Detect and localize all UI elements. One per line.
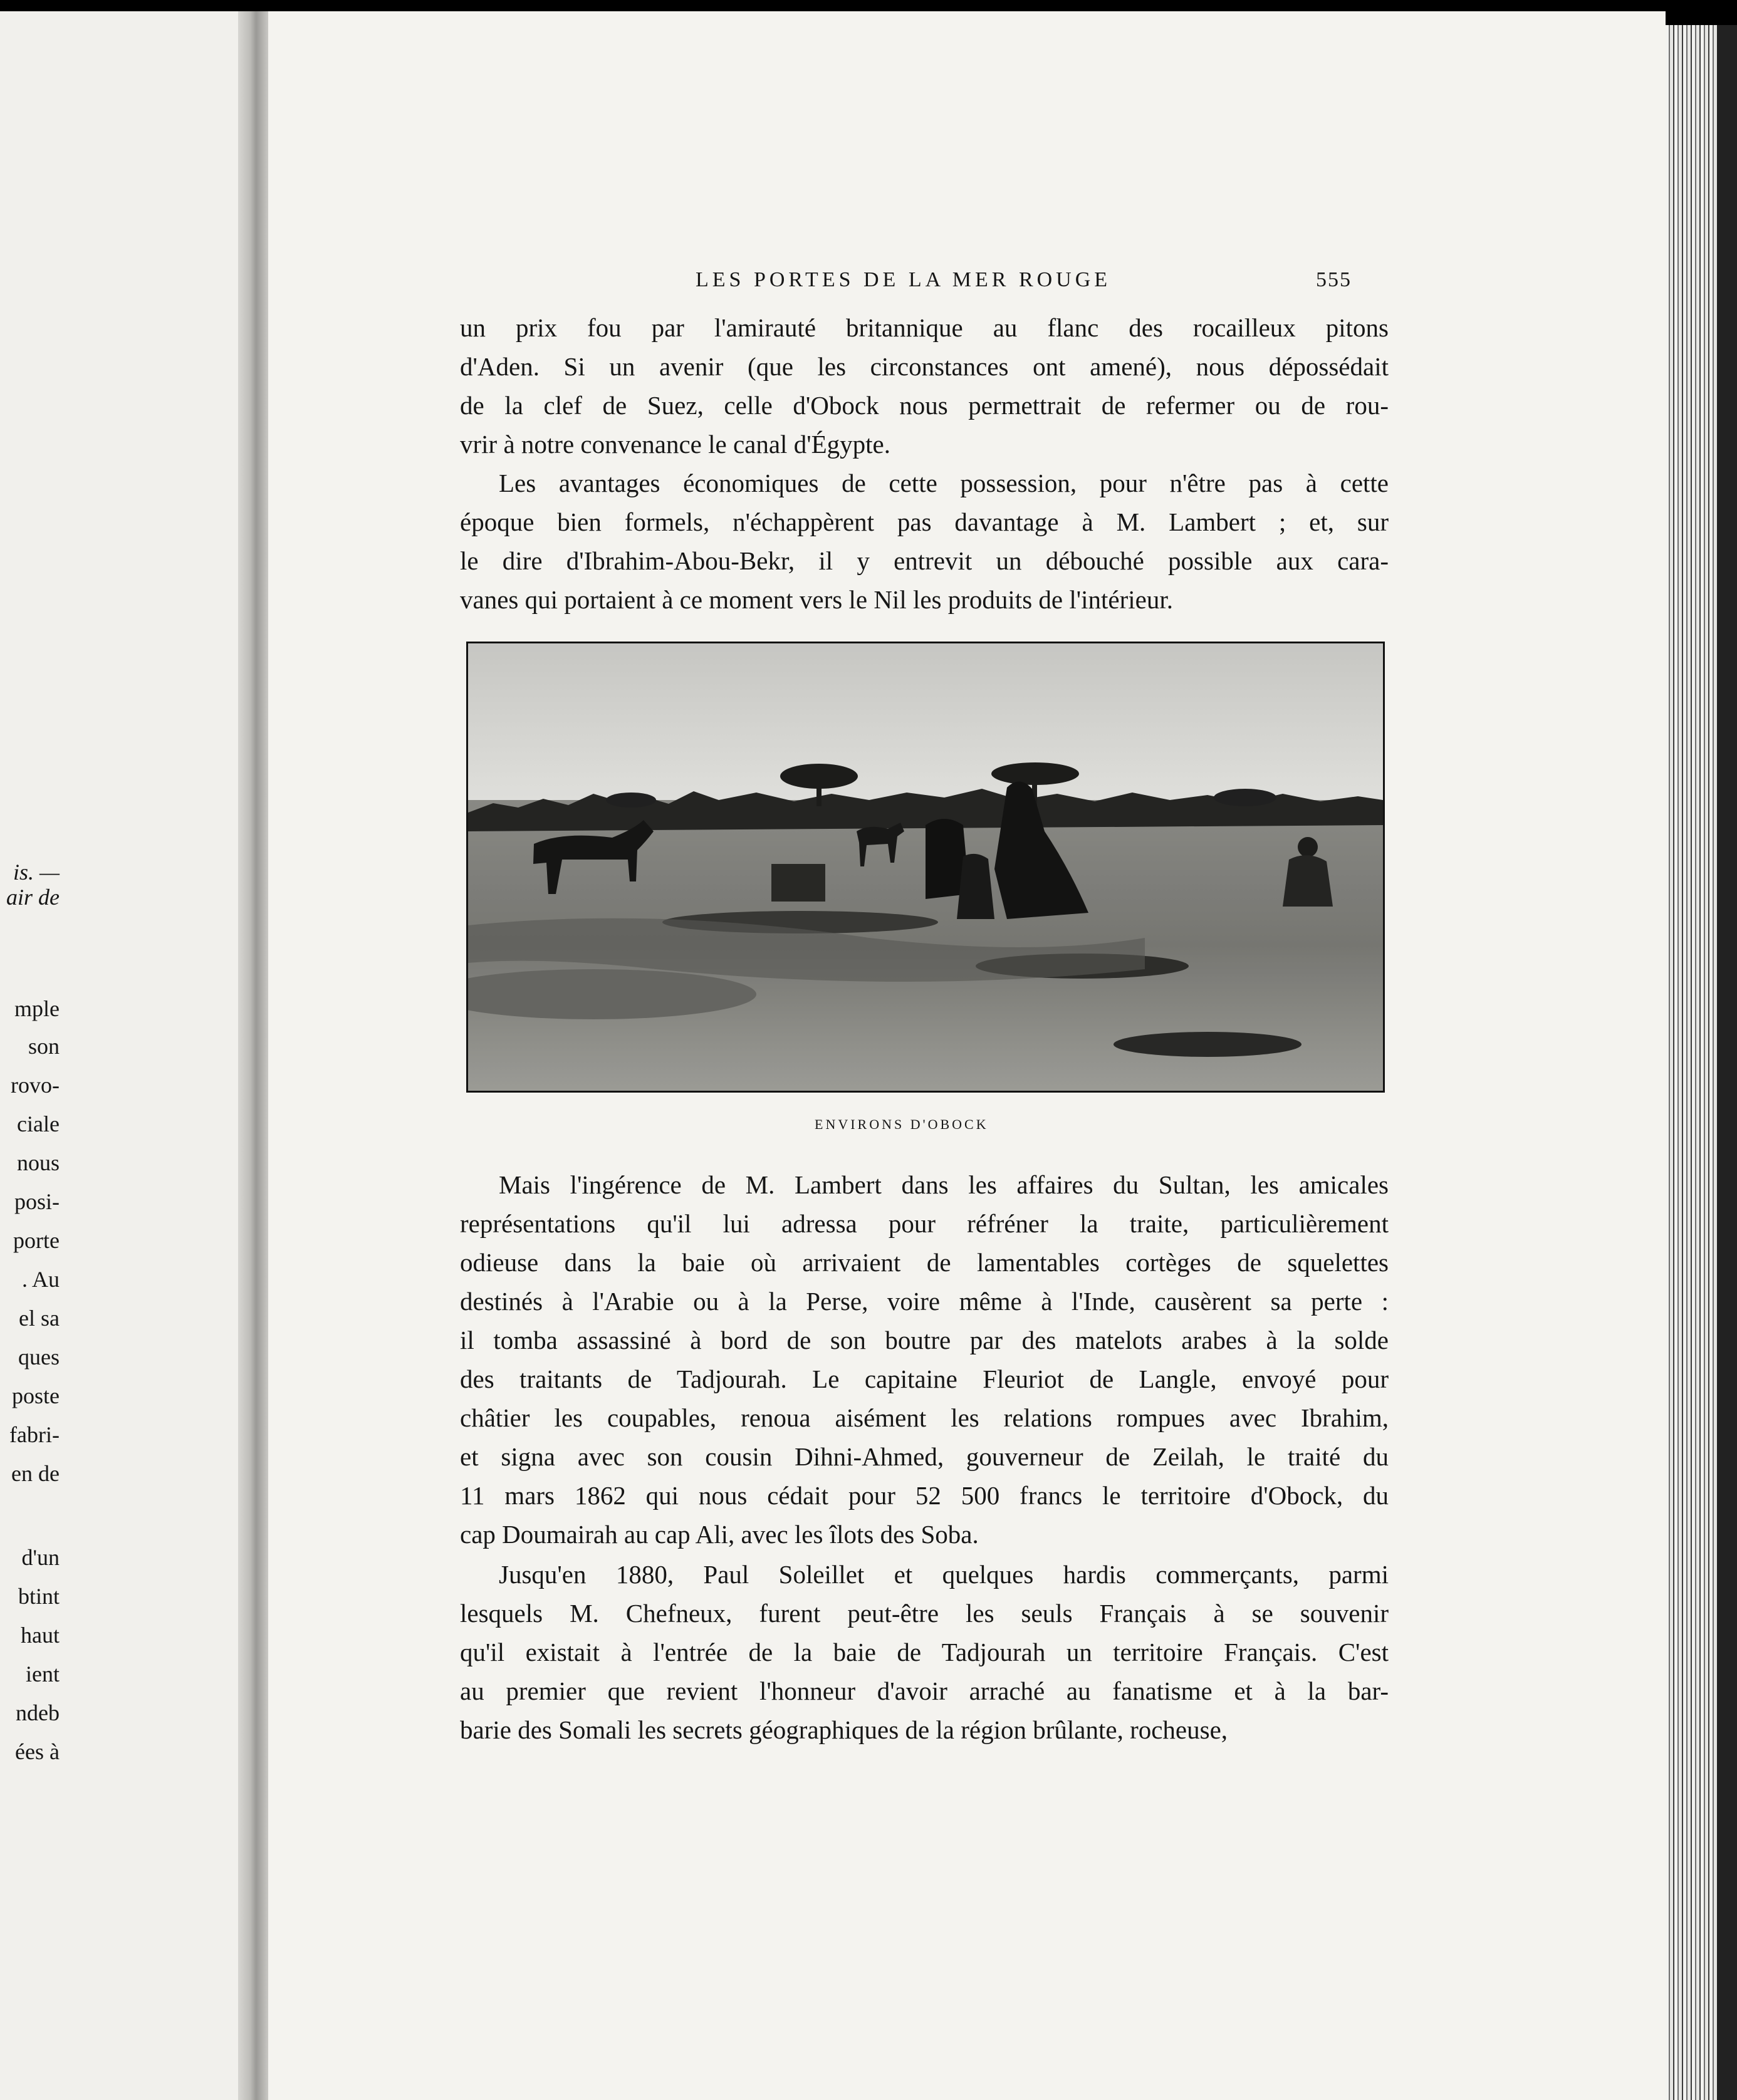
photo-environs-obock xyxy=(468,643,1383,1091)
text-line: représentations qu'il lui adressa pour réfréner la traite, particulièrement xyxy=(460,1209,1389,1238)
page-number: 555 xyxy=(1316,268,1352,291)
text-line: au premier que revient l'honneur d'avoir arraché au fanatisme et à la bar- xyxy=(460,1676,1389,1705)
page-edges-shadow xyxy=(1717,25,1737,2100)
left-page-fragment: ient xyxy=(26,1661,60,1687)
text-line: lesquels M. Chefneux, furent peut-être les seuls Français à se souvenir xyxy=(460,1599,1389,1628)
text-line: Les avantages économiques de cette possession, pour n'être pas à cette xyxy=(499,469,1389,497)
figure-caption: ENVIRONS D'OBOCK xyxy=(815,1116,989,1132)
left-page-fragment: en de xyxy=(11,1461,60,1486)
text-line: des traitants de Tadjourah. Le capitaine Fleuriot de Langle, envoyé pour xyxy=(460,1364,1389,1393)
paragraph-2 xyxy=(460,464,1389,619)
left-page-fragment: ées à xyxy=(15,1739,60,1764)
text-line: Mais l'ingérence de M. Lambert dans les affaires du Sultan, les amicales xyxy=(499,1170,1389,1199)
left-page xyxy=(0,11,248,2100)
running-head: LES PORTES DE LA MER ROUGE xyxy=(696,268,1112,291)
text-line: qu'il existait à l'entrée de la baie de Tadjourah un territoire Français. C'est xyxy=(460,1638,1389,1666)
text-line: odieuse dans la baie où arrivaient de lamentables cortèges de squelettes xyxy=(460,1248,1389,1277)
left-page-fragment: mple xyxy=(14,996,60,1021)
left-page-fragment: nous xyxy=(16,1150,60,1175)
text-line: 11 mars 1862 qui nous cédait pour 52 500 francs le territoire d'Obock, du xyxy=(460,1481,1389,1510)
left-page-fragment: fabri- xyxy=(9,1422,60,1447)
text-line: cap Doumairah au cap Ali, avec les îlots des Soba. xyxy=(460,1520,979,1549)
left-page-fragment: air de xyxy=(6,885,60,910)
left-page-fragment: porte xyxy=(13,1228,60,1253)
left-page-fragment: ndeb xyxy=(16,1700,60,1725)
left-page-fragment: ques xyxy=(18,1344,60,1370)
text-line: un prix fou par l'amirauté britannique au flanc des rocailleux pitons xyxy=(460,313,1389,342)
text-line: vanes qui portaient à ce moment vers le Nil les produits de l'intérieur. xyxy=(460,585,1173,614)
left-page-fragment: is. — xyxy=(13,860,60,885)
text-line: et signa avec son cousin Dihni-Ahmed, gouverneur de Zeilah, le traité du xyxy=(460,1442,1389,1471)
text-line: Jusqu'en 1880, Paul Soleillet et quelques hardis commerçants, parmi xyxy=(499,1560,1389,1589)
left-page-fragment: d'un xyxy=(21,1545,60,1570)
text-line: châtier les coupables, renoua aisément les relations rompues avec Ibrahim, xyxy=(460,1403,1389,1432)
left-page-fragment: btint xyxy=(18,1584,60,1609)
book-gutter xyxy=(238,11,268,2100)
paragraph-1 xyxy=(460,308,1389,464)
left-page-fragment: ciale xyxy=(17,1111,60,1136)
paragraph-4 xyxy=(460,1555,1389,1749)
left-page-fragment: poste xyxy=(12,1383,60,1408)
paragraph-3 xyxy=(460,1165,1389,1554)
text-line: il tomba assassiné à bord de son boutre par des matelots arabes à la solde xyxy=(460,1326,1389,1354)
left-page-fragment: haut xyxy=(21,1623,60,1648)
text-line: vrir à notre convenance le canal d'Égypte. xyxy=(460,430,890,459)
left-page-fragment: son xyxy=(28,1034,60,1059)
left-page-fragment: . Au xyxy=(21,1267,60,1292)
left-page-fragment: el sa xyxy=(19,1306,60,1331)
text-line: destinés à l'Arabie ou à la Perse, voire même à l'Inde, causèrent sa perte : xyxy=(460,1287,1389,1316)
text-line: barie des Somali les secrets géographiques de la région brûlante, rocheuse, xyxy=(460,1715,1228,1744)
left-page-fragment: posi- xyxy=(14,1189,60,1214)
left-page-fragments xyxy=(0,11,248,2100)
left-page-fragment: rovo- xyxy=(11,1073,60,1098)
text-line: époque bien formels, n'échappèrent pas davantage à M. Lambert ; et, sur xyxy=(460,507,1389,536)
photo-plate xyxy=(466,642,1385,1093)
text-line: d'Aden. Si un avenir (que les circonstances ont amené), nous dépossédait xyxy=(460,352,1389,381)
text-line: le dire d'Ibrahim-Abou-Bekr, il y entrevit un débouché possible aux cara- xyxy=(460,546,1389,575)
scan-border xyxy=(0,0,1737,11)
text-line: de la clef de Suez, celle d'Obock nous permettrait de refermer ou de rou- xyxy=(460,391,1389,420)
